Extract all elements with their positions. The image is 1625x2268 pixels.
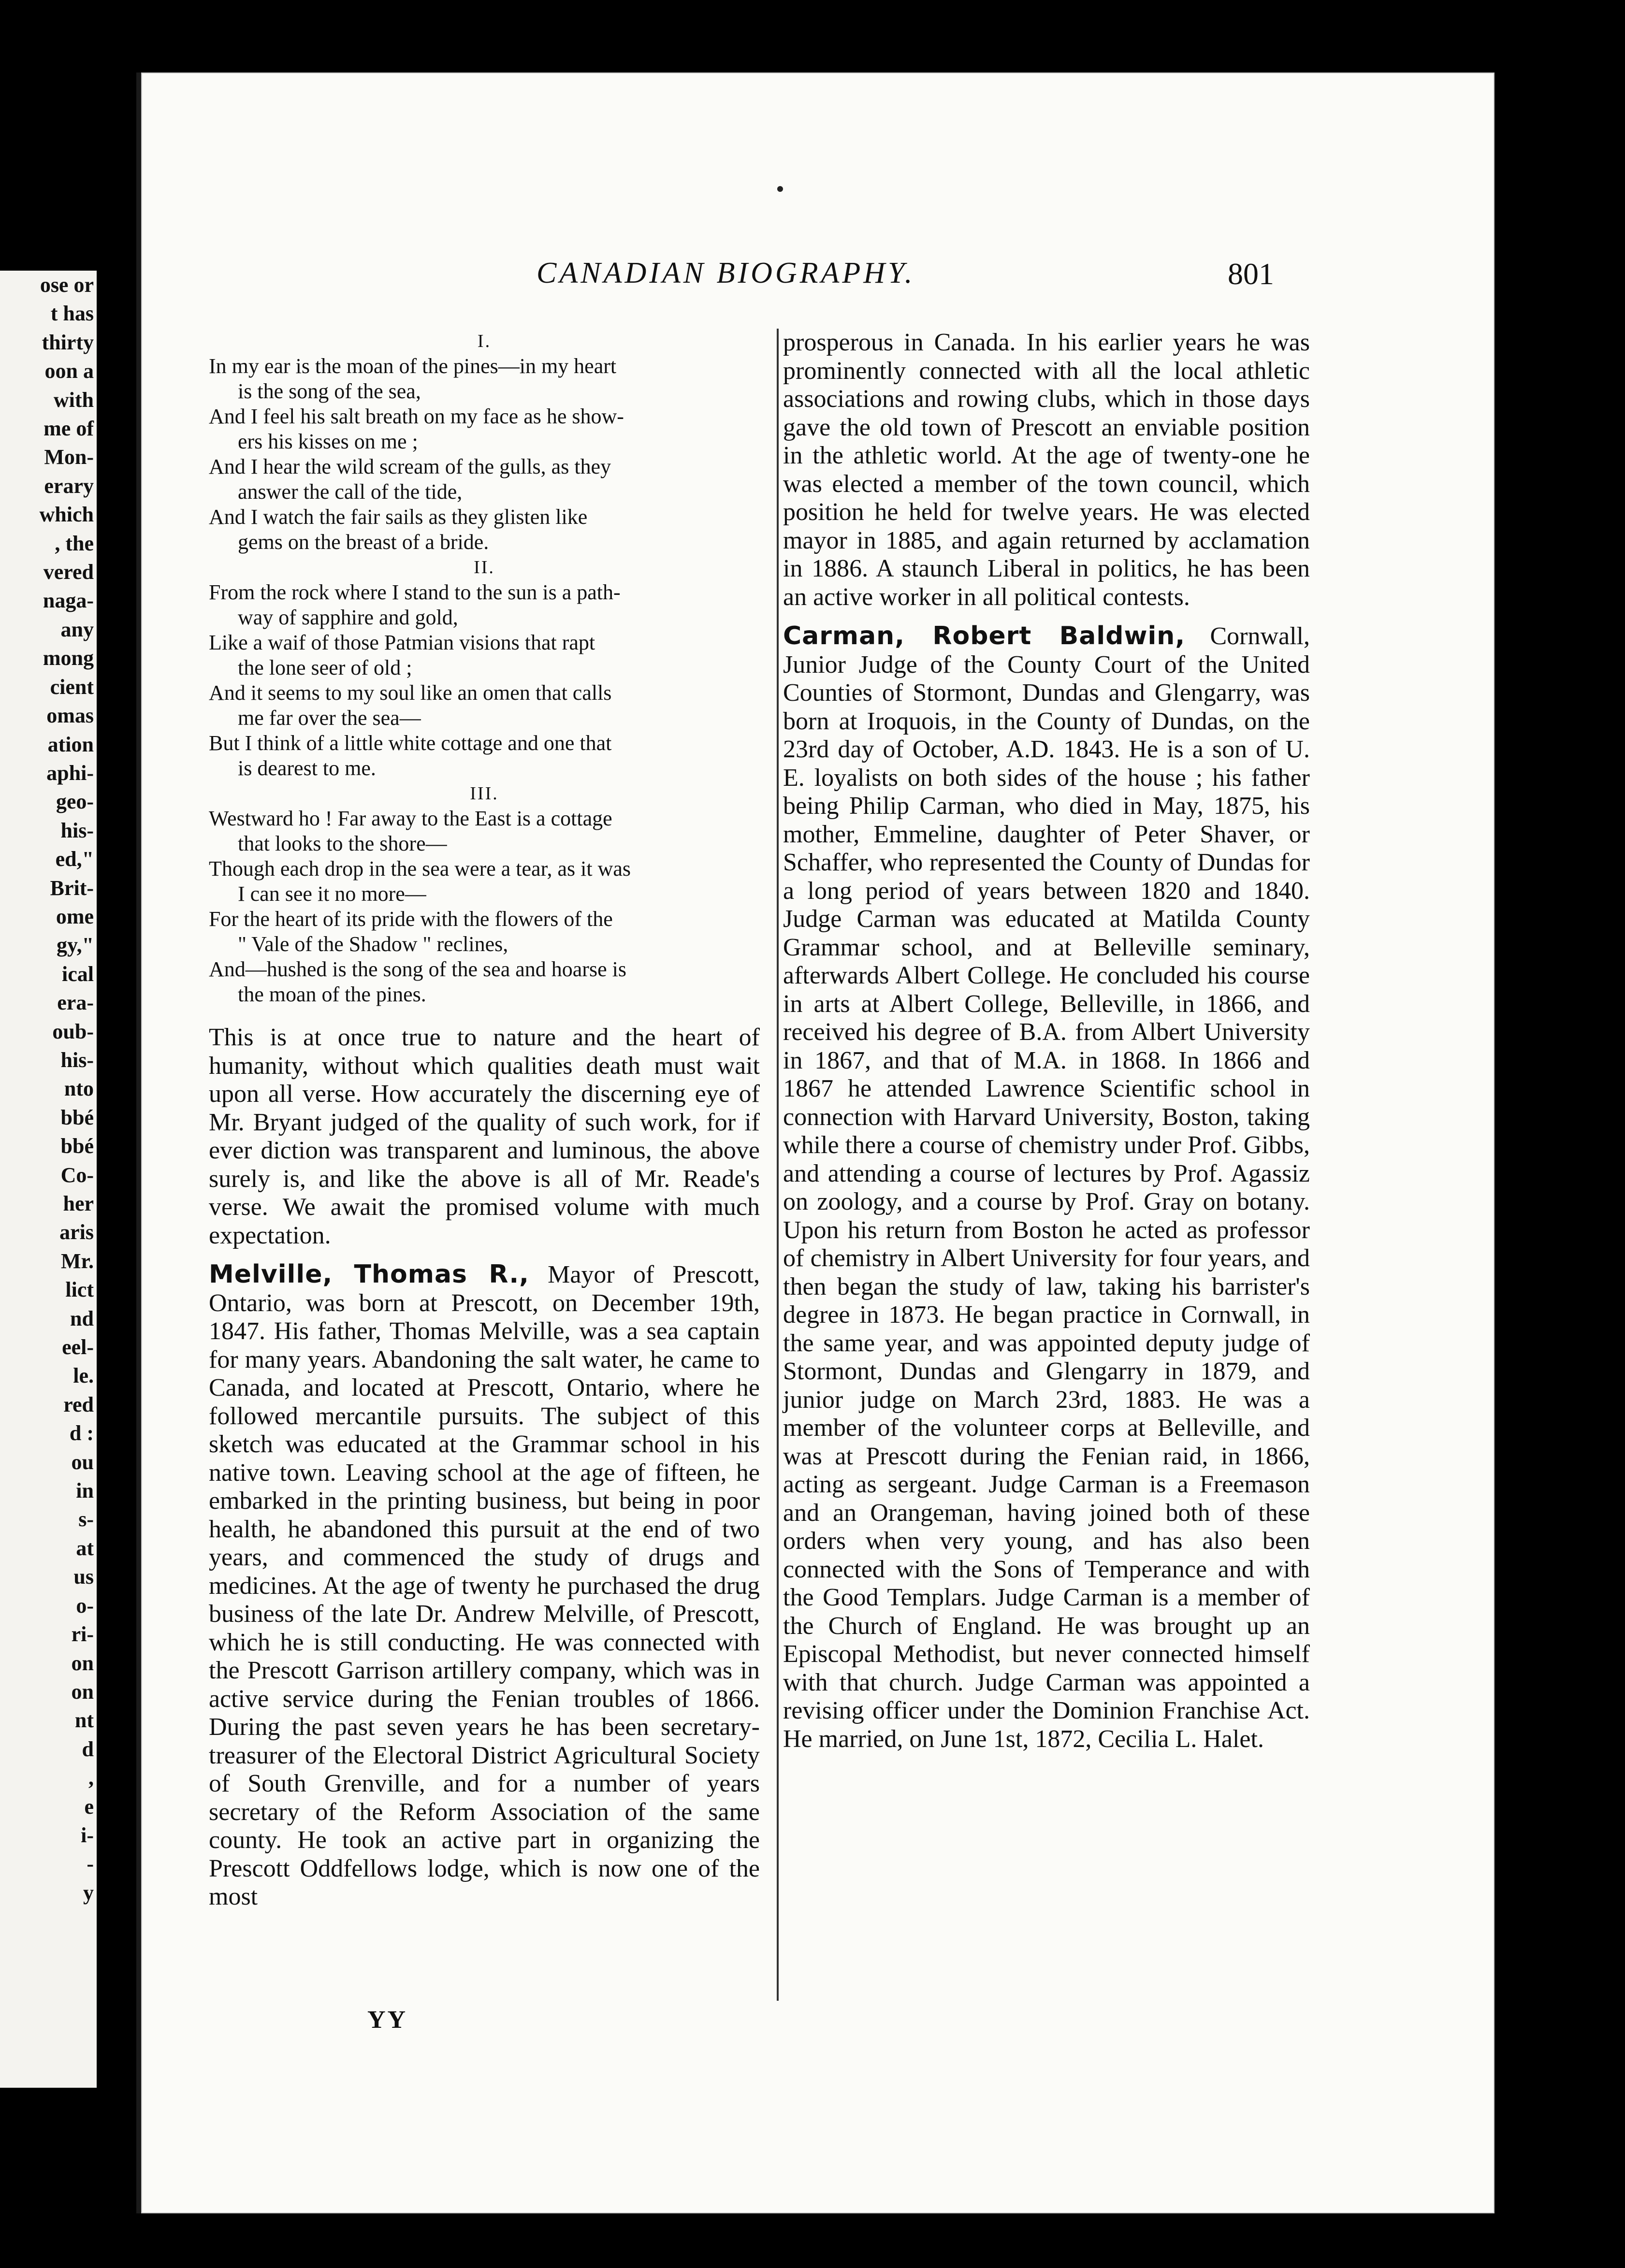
facing-page-word-fragment: ose or	[40, 273, 94, 297]
facing-page-word-fragment: cient	[50, 675, 94, 699]
stanza-numeral: II.	[474, 557, 495, 578]
facing-page-word-fragment: me of	[44, 417, 94, 441]
facing-page-word-fragment: oon a	[44, 359, 94, 383]
facing-page-word-fragment: thirty	[42, 330, 94, 354]
facing-page-word-fragment: nt	[74, 1708, 94, 1733]
facing-page-word-fragment: eel-	[62, 1335, 94, 1359]
facing-page-fragment	[0, 271, 97, 2088]
poem-line-continuation: I can see it no more—	[238, 882, 426, 906]
poem-line-continuation: the lone seer of old ;	[238, 656, 412, 679]
facing-page-word-fragment: his-	[60, 1048, 94, 1072]
facing-page-word-fragment: in	[76, 1479, 94, 1503]
facing-page-word-fragment: d	[82, 1737, 94, 1761]
facing-page-word-fragment: lict	[65, 1278, 94, 1302]
facing-page-word-fragment: mong	[43, 646, 94, 670]
facing-page-word-fragment: omas	[46, 704, 94, 728]
facing-page-word-fragment: his-	[60, 818, 94, 842]
poem-line	[209, 907, 760, 957]
left-column	[209, 329, 760, 1911]
facing-page-word-fragment: her	[63, 1192, 94, 1215]
facing-page-word-fragment: , the	[55, 531, 94, 555]
poem-line-text: Westward ho ! Far away to the East is a cottage	[209, 807, 612, 830]
facing-page-word-fragment: geo-	[56, 790, 94, 814]
poem-line-text: In my ear is the moan of the pines—in my heart	[209, 354, 617, 378]
facing-page-word-fragment: bbé	[60, 1105, 94, 1129]
printer-ornament-dot	[777, 186, 783, 192]
poem-line-continuation: that looks to the shore—	[238, 832, 447, 855]
poem-line-text: From the rock where I stand to the sun is a path-	[209, 580, 621, 604]
poem-line-text: And—hushed is the song of the sea and hoarse is	[209, 957, 626, 981]
facing-page-word-fragment: any	[60, 617, 94, 641]
facing-page-word-fragment: o-	[76, 1593, 94, 1618]
poem-line	[209, 680, 760, 731]
stanza-numeral: III.	[470, 783, 499, 804]
poem-line-text: Though each drop in the sea were a tear, as it was	[209, 857, 631, 881]
poem-line-continuation: is dearest to me.	[238, 756, 376, 780]
poem-line-text: And I feel his salt breath on my face as he show-	[209, 404, 624, 428]
facing-page-word-fragment: vered	[43, 560, 94, 584]
carman-text: Cornwall, Junior Judge of the County Court of the United Counties of Stormont, Dundas and Glengarry, was born at Iroquois, in the County of Dundas, on the 23rd day of October, A.D. 1843. He is a son of U. E. loyalists on both sides of the house ; his father being Philip Carman, who died in May, 1875, his mother, Emmeline, daughter of Peter Shaver, or Schaffer, who represented the County of Dundas for a long period of years between 1820 and 1840. Judge Carman was educated at Matilda County Grammar school, and at Belleville seminary, afterwards Albert College. He concluded his course in arts at Albert College, Belleville, in 1866, and received his degree of B.A. from Albert University in 1867, and that of M.A. in 1868. In 1866 and 1867 he attended Lawrence Scientific school in connection with Harvard University, Boston, taking while there a course of chemistry under Prof. Gibbs, and attending a course of lectures by Prof. Agassiz on zoology, and a course by Prof. Gray on botany. Upon his return from Boston he acted as professor of chemistry in Albert University for four years, and then began the study of law, taking his barrister's degree in 1873. He began practice in Cornwall, in the same year, and was appointed deputy judge of Stormont, Dundas and Glengarry in 1879, and junior judge on March 23rd, 1883. He was a member of the volunteer corps at Belleville, and was at Prescott during the Fenian raid, in 1866, acting as sergeant. Judge Carman is a Freemason and an Orangeman, having joined both of these orders when very young, and has also been connected with the Sons of Temperance and with the Good Templars. Judge Carman is a member of the Church of England. He was brought up an Episcopal Methodist, but never connected himself with that church. Judge Carman was appointed a revising officer under the Dominion Franchise Act. He married, on June 1st, 1872, Cecilia L. Halet.	[783, 622, 1310, 1753]
poem-line-continuation: me far over the sea—	[238, 706, 421, 730]
facing-page-word-fragment: on	[71, 1651, 94, 1675]
facing-page-word-fragment: erary	[44, 474, 94, 498]
poem-line	[209, 505, 760, 555]
facing-page-word-fragment: with	[53, 388, 94, 412]
poem-line	[209, 404, 760, 454]
facing-page-word-fragment: oub-	[52, 1019, 94, 1043]
facing-page-word-fragment: nto	[64, 1077, 94, 1101]
reade-comment-paragraph: This is at once true to nature and the heart of humanity, without which qualities death must wait upon all verse. How accurately the discerning eye of Mr. Bryant judged of the quality of such work, for if ever diction was transparent and luminous, the above surely is, and like the above is all of Mr. Reade's verse. We await the promised volume with much expectation.	[209, 1024, 760, 1249]
poem-line	[209, 454, 760, 505]
stanza-numeral: I.	[477, 331, 492, 351]
facing-page-word-fragment: ome	[56, 904, 94, 928]
facing-page-word-fragment: ,	[88, 1766, 94, 1790]
facing-page-word-fragment: ical	[62, 962, 94, 986]
facing-page-word-fragment: which	[39, 503, 94, 527]
facing-page-word-fragment: Mr.	[60, 1249, 94, 1273]
poem-line-continuation: is the song of the sea,	[238, 379, 421, 403]
facing-page-word-fragment: Co-	[60, 1163, 94, 1187]
facing-page-word-fragment: at	[76, 1536, 94, 1560]
facing-page-word-fragment: era-	[57, 991, 94, 1015]
melville-name: Melville, Thomas R.,	[209, 1260, 529, 1289]
facing-page-word-fragment: on	[71, 1679, 94, 1704]
facing-page-word-fragment: d :	[69, 1421, 94, 1445]
facing-page-word-fragment: naga-	[43, 589, 94, 613]
melville-entry	[209, 1260, 760, 1911]
right-column	[783, 329, 1310, 1753]
facing-page-word-fragment: nd	[70, 1306, 94, 1330]
facing-page-word-fragment: y	[83, 1880, 94, 1905]
facing-page-word-fragment: ed,"	[55, 847, 94, 871]
signature-mark: YY	[367, 2006, 408, 2034]
melville-text: Mayor of Prescott, Ontario, was born at Prescott, on December 19th, 1847. His father, Thomas Melville, was a sea captain for many years. Abandoning the salt water, he came to Canada, and located at Prescott, Ontario, where he followed mercantile pursuits. The subject of this sketch was educated at the Grammar school in his native town. Leaving school at the age of fifteen, he embarked in the printing business, but being in poor health, he abandoned this pursuit at the end of two years, and commenced the study of drugs and medicines. At the age of twenty he purchased the drug business of the late Dr. Andrew Melville, of Prescott, which he is still conducting. He was connected with the Prescott Garrison artillery company, which was in active service during the Fenian troubles of 1866. During the past seven years he has been secretary-treasurer of the Electoral District Agricultural Society of South Grenville, and for a number of years secretary of the Reform Association of the same county. He took an active part in organizing the Prescott Oddfellows lodge, which is now one of the most	[209, 1261, 760, 1910]
column-rule	[777, 329, 779, 2001]
poem-line-continuation: gems on the breast of a bride.	[238, 530, 489, 554]
poem-line	[209, 957, 760, 1007]
facing-page-word-fragment: bbé	[60, 1134, 94, 1158]
poem-line	[209, 580, 760, 630]
facing-page-word-fragment: le.	[73, 1364, 94, 1388]
melville-continuation: prosperous in Canada. In his earlier years he was prominently connected with all the local athletic associations and rowing clubs, which in those days gave the old town of Prescott an enviable position in the athletic world. At the age of twenty-one he was elected a member of the town council, which position he held for twelve years. He was elected mayor in 1885, and again returned by acclamation in 1886. A staunch Liberal in politics, he has been an active worker in all political contests.	[783, 329, 1310, 611]
carman-name: Carman, Robert Baldwin,	[783, 621, 1186, 650]
poem-line-continuation: answer the call of the tide,	[238, 480, 463, 504]
facing-page-word-fragment: us	[73, 1565, 94, 1589]
carman-entry	[783, 622, 1310, 1753]
facing-page-word-fragment: e	[84, 1794, 94, 1819]
facing-page-word-fragment: Mon-	[44, 445, 94, 469]
poem-line-text: And I watch the fair sails as they glisten like	[209, 505, 588, 529]
facing-page-word-fragment: i-	[81, 1823, 94, 1847]
poem-line	[209, 354, 760, 404]
facing-page-word-fragment: -	[87, 1852, 94, 1876]
poem-line-text: But I think of a little white cottage and one that	[209, 731, 612, 755]
facing-page-word-fragment: s-	[78, 1507, 94, 1531]
facing-page-word-fragment: aphi-	[46, 761, 94, 785]
poem-line-text: For the heart of its pride with the flowers of the	[209, 907, 613, 931]
poem-line-continuation: the moan of the pines.	[238, 982, 426, 1006]
facing-page-word-fragment: t has	[50, 302, 94, 326]
poem-line	[209, 856, 760, 907]
facing-page-word-fragment: red	[63, 1392, 94, 1416]
facing-page-word-fragment: gy,"	[57, 933, 94, 957]
poem	[209, 329, 760, 1007]
poem-line-text: Like a waif of those Patmian visions that rapt	[209, 631, 595, 654]
poem-line	[209, 806, 760, 856]
poem-line-continuation: " Vale of the Shadow " reclines,	[238, 932, 508, 956]
running-head: CANADIAN BIOGRAPHY.	[537, 257, 915, 289]
facing-page-word-fragment: ou	[71, 1450, 94, 1474]
poem-line-text: And it seems to my soul like an omen that calls	[209, 681, 612, 705]
poem-line-continuation: ers his kisses on me ;	[238, 430, 418, 453]
page-number: 801	[1228, 257, 1274, 291]
facing-page-word-fragment: ri-	[71, 1622, 94, 1647]
poem-line	[209, 630, 760, 680]
poem-line	[209, 731, 760, 781]
facing-page-word-fragment: ation	[47, 732, 94, 756]
poem-line-text: And I hear the wild scream of the gulls, as they	[209, 455, 611, 478]
facing-page-word-fragment: Brit-	[50, 876, 94, 900]
poem-line-continuation: way of sapphire and gold,	[238, 606, 458, 629]
facing-page-word-fragment: aris	[59, 1220, 94, 1244]
